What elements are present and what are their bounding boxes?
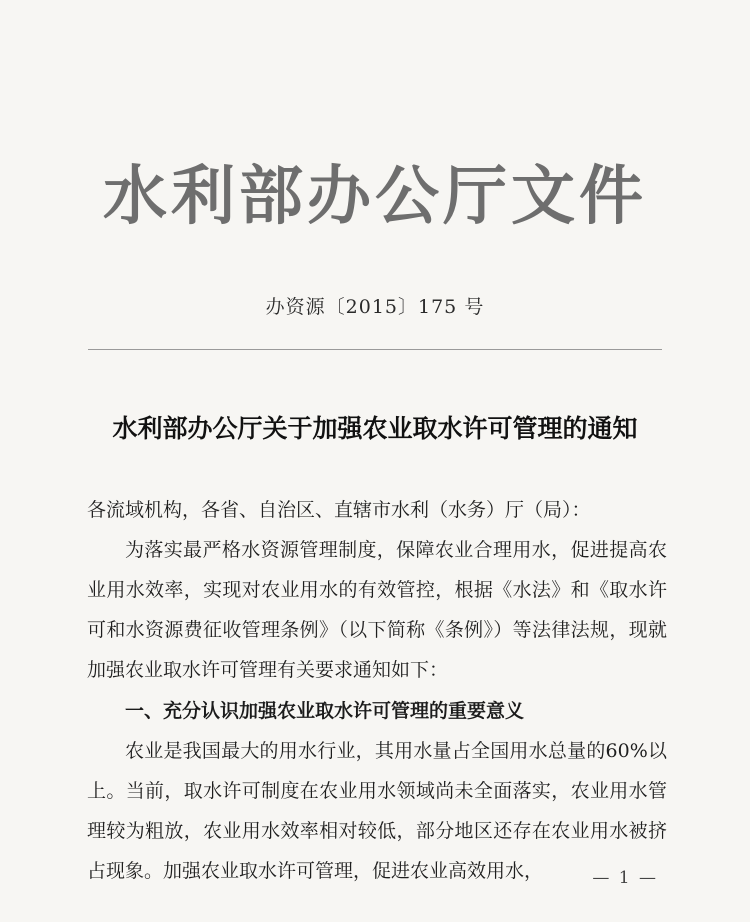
paragraph-intro: 为落实最严格水资源管理制度，保障农业合理用水，促进提高农业用水效率，实现对农业用水的有效管控，根据《水法》和《取水许可和水资源费征收管理条例》（以下简称《条例》）等法律法规，现就加强农业取水许可管理有关要求通知如下： [87, 539, 667, 681]
document-number: 办资源〔2015〕175 号 [265, 296, 485, 318]
document-title: 水利部办公厅关于加强农业取水许可管理的通知 [112, 414, 638, 443]
issuing-office-header: 水利部办公厅文件 [103, 160, 647, 234]
paragraph-section-1: 农业是我国最大的用水行业，其用水量占全国用水总量的60%以上。当前，取水许可制度在农业用水领域尚未全面落实，农业用水管理较为粗放，农业用水效率相对较低，部分地区还存在农业用水被挤占现象。加强农业取水许可管理，促进农业高效用水， [87, 740, 667, 882]
section-heading-1: 一、充分认识加强农业取水许可管理的重要意义 [125, 700, 525, 722]
header-divider [88, 349, 662, 350]
page-number: — 1 — [592, 868, 658, 888]
salutation: 各流域机构，各省、自治区、直辖市水利（水务）厅（局）： [87, 499, 591, 521]
